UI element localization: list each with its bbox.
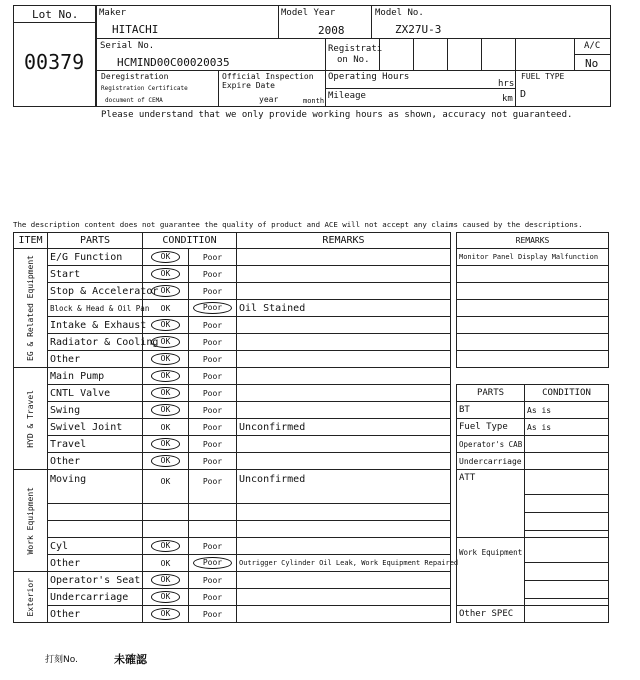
table-row bbox=[14, 334, 451, 351]
part-name: Operator's Seat bbox=[48, 572, 143, 589]
model-no-label: Model No. bbox=[375, 8, 424, 18]
operating-hours-label: Operating Hours bbox=[328, 72, 410, 82]
hrs-label: hrs bbox=[498, 79, 515, 89]
serial-value: HCMIND00C00020035 bbox=[117, 56, 230, 69]
part-name: Swing bbox=[48, 402, 143, 419]
condition-poor bbox=[189, 283, 237, 300]
ok-mark: OK bbox=[160, 477, 171, 486]
condition-poor bbox=[189, 249, 237, 266]
ok-circled: OK bbox=[151, 353, 181, 365]
ok-circled: OK bbox=[151, 438, 181, 450]
part-name: Undercarriage bbox=[48, 589, 143, 606]
group-label bbox=[14, 572, 48, 623]
remark bbox=[237, 606, 451, 623]
remark: Outrigger Cylinder Oil Leak, Work Equipment Repaired bbox=[237, 555, 451, 572]
km-label: km bbox=[502, 94, 513, 104]
condition-ok bbox=[143, 521, 189, 538]
part-name: Other bbox=[48, 351, 143, 368]
remark bbox=[237, 385, 451, 402]
lot-number: 00379 bbox=[24, 50, 85, 74]
parts-att-condition bbox=[525, 470, 609, 538]
table-row bbox=[14, 317, 451, 334]
ok-circled: OK bbox=[151, 404, 181, 416]
remark bbox=[237, 283, 451, 300]
remark: Unconfirmed bbox=[237, 470, 451, 504]
remark: Oil Stained bbox=[237, 300, 451, 317]
side-remarks-header: REMARKS bbox=[457, 233, 609, 249]
condition-poor bbox=[189, 606, 237, 623]
ok-circled: OK bbox=[151, 319, 181, 331]
table-row bbox=[14, 521, 451, 538]
poor-mark: Poor bbox=[202, 575, 223, 585]
mileage-label: Mileage bbox=[328, 91, 366, 101]
column-condition-header: CONDITION bbox=[143, 233, 237, 249]
maker-value: HITACHI bbox=[112, 23, 159, 36]
fuel-type-value: D bbox=[520, 89, 527, 100]
poor-mark: Poor bbox=[202, 337, 223, 347]
ok-circled: OK bbox=[151, 574, 181, 586]
parts-work-equipment: Work Equipment bbox=[457, 538, 525, 606]
poor-mark: Poor bbox=[202, 320, 223, 330]
condition-poor bbox=[189, 538, 237, 555]
parts-undercarriage-condition bbox=[525, 453, 609, 470]
table-row bbox=[14, 436, 451, 453]
remark bbox=[237, 317, 451, 334]
condition-ok bbox=[143, 385, 189, 402]
group-name: EG & Related Equipment bbox=[26, 255, 35, 361]
condition-poor bbox=[189, 436, 237, 453]
stamp-number-value: 未確認 bbox=[114, 653, 147, 666]
condition-ok bbox=[143, 249, 189, 266]
poor-circled: Poor bbox=[193, 302, 232, 314]
side-remarks-row bbox=[457, 283, 609, 300]
poor-mark: Poor bbox=[202, 609, 223, 619]
table-row bbox=[14, 300, 451, 317]
group-label bbox=[14, 249, 48, 368]
table-row bbox=[14, 249, 451, 266]
condition-ok bbox=[143, 572, 189, 589]
part-name: CNTL Valve bbox=[48, 385, 143, 402]
remark bbox=[237, 436, 451, 453]
condition-ok bbox=[143, 504, 189, 521]
parts-operator-cab-condition bbox=[525, 436, 609, 453]
parts-bt: BT bbox=[457, 402, 525, 419]
model-year-label: Model Year bbox=[281, 8, 336, 18]
condition-ok bbox=[143, 606, 189, 623]
poor-mark: Poor bbox=[202, 286, 223, 296]
condition-ok bbox=[143, 589, 189, 606]
parts-condition-table bbox=[456, 384, 609, 623]
remark bbox=[237, 368, 451, 385]
condition-ok bbox=[143, 453, 189, 470]
condition-poor bbox=[189, 266, 237, 283]
part-name: Main Pump bbox=[48, 368, 143, 385]
condition-ok bbox=[143, 470, 189, 504]
stamp-number-label: 打刻No. bbox=[45, 655, 78, 665]
cema-document-label: document of CEMA bbox=[105, 97, 163, 104]
table-row bbox=[14, 453, 451, 470]
part-name: Radiator & Cooling bbox=[48, 334, 143, 351]
parts-bt-condition: As is bbox=[525, 402, 609, 419]
registration-label-1: Registrati bbox=[328, 44, 383, 54]
table-row bbox=[14, 606, 451, 623]
condition-ok bbox=[143, 538, 189, 555]
condition-poor bbox=[189, 453, 237, 470]
side-remarks-row bbox=[457, 266, 609, 283]
remark bbox=[237, 572, 451, 589]
deregistration-label: Deregistration bbox=[101, 72, 169, 81]
poor-mark: Poor bbox=[202, 422, 223, 432]
remark bbox=[237, 504, 451, 521]
ok-mark: OK bbox=[160, 422, 171, 432]
condition-poor bbox=[189, 300, 237, 317]
ok-circled: OK bbox=[151, 268, 181, 280]
parts-att: ATT bbox=[457, 470, 525, 538]
group-name: Work Equipment bbox=[26, 486, 35, 555]
parts-operator-cab: Operator's CAB bbox=[457, 436, 525, 453]
condition-ok bbox=[143, 317, 189, 334]
poor-mark: Poor bbox=[202, 252, 223, 262]
ok-circled: OK bbox=[151, 591, 181, 603]
side-remarks-table bbox=[456, 232, 609, 368]
inspection-label-1: Official Inspection bbox=[222, 72, 314, 81]
poor-mark: Poor bbox=[202, 388, 223, 398]
part-name: Start bbox=[48, 266, 143, 283]
remark bbox=[237, 266, 451, 283]
ok-circled: OK bbox=[151, 251, 181, 263]
side-remarks-row bbox=[457, 317, 609, 334]
lot-label: Lot No. bbox=[32, 8, 79, 21]
part-name: Block & Head & Oil Pan bbox=[48, 300, 143, 317]
part-name: Other bbox=[48, 555, 143, 572]
condition-ok bbox=[143, 555, 189, 572]
ok-circled: OK bbox=[151, 336, 181, 348]
disclaimer: The description content does not guarantee the quality of product and ACE will not accept any claims caused by the descriptions. bbox=[13, 220, 583, 229]
group-name: Exterior bbox=[26, 577, 35, 617]
inspection-table bbox=[13, 232, 459, 623]
condition-poor bbox=[189, 368, 237, 385]
remark bbox=[237, 351, 451, 368]
column-item-header: ITEM bbox=[14, 233, 48, 249]
serial-label: Serial No. bbox=[100, 41, 155, 51]
model-year-value: 2008 bbox=[318, 24, 345, 37]
part-name: Travel bbox=[48, 436, 143, 453]
remark bbox=[237, 521, 451, 538]
remark bbox=[237, 334, 451, 351]
table-row bbox=[14, 589, 451, 606]
condition-ok bbox=[143, 419, 189, 436]
part-name: Swivel Joint bbox=[48, 419, 143, 436]
condition-poor bbox=[189, 521, 237, 538]
table-row bbox=[14, 368, 451, 385]
table-row bbox=[14, 470, 451, 504]
condition-poor bbox=[189, 385, 237, 402]
table-row bbox=[14, 555, 451, 572]
poor-mark: Poor bbox=[202, 592, 223, 602]
model-no-value: ZX27U-3 bbox=[395, 23, 442, 36]
poor-mark: Poor bbox=[202, 354, 223, 364]
part-name: Moving bbox=[48, 470, 143, 504]
inspection-label-2: Expire Date bbox=[222, 81, 275, 90]
poor-mark: Poor bbox=[202, 477, 223, 486]
poor-mark: Poor bbox=[202, 405, 223, 415]
condition-ok bbox=[143, 351, 189, 368]
part-name: Other bbox=[48, 606, 143, 623]
parts-other-spec-condition bbox=[525, 606, 609, 623]
group-name: HYD & Travel bbox=[26, 389, 35, 448]
side-remarks-text: Monitor Panel Display Malfunction bbox=[457, 249, 609, 266]
parts-undercarriage: Undercarriage bbox=[457, 453, 525, 470]
condition-poor bbox=[189, 470, 237, 504]
ok-mark: OK bbox=[160, 558, 171, 568]
side-remarks-row bbox=[457, 300, 609, 317]
table-row bbox=[14, 385, 451, 402]
column-remarks-header: REMARKS bbox=[237, 233, 451, 249]
ac-label: A/C bbox=[584, 41, 601, 51]
ok-circled: OK bbox=[151, 608, 181, 620]
condition-poor bbox=[189, 572, 237, 589]
parts-fuel-type: Fuel Type bbox=[457, 419, 525, 436]
remark: Unconfirmed bbox=[237, 419, 451, 436]
condition-ok bbox=[143, 300, 189, 317]
poor-mark: Poor bbox=[202, 439, 223, 449]
table-row bbox=[14, 572, 451, 589]
hours-notice: Please understand that we only provide working hours as shown, accuracy not guaranteed. bbox=[101, 110, 573, 120]
ok-circled: OK bbox=[151, 370, 181, 382]
fuel-type-label: FUEL TYPE bbox=[521, 72, 565, 81]
ok-circled: OK bbox=[151, 387, 181, 399]
condition-poor bbox=[189, 334, 237, 351]
parts-work-equipment-condition bbox=[525, 538, 609, 606]
parts-other-spec: Other SPEC bbox=[457, 606, 525, 623]
registration-label-2: on No. bbox=[337, 55, 370, 65]
part-name bbox=[48, 521, 143, 538]
ok-circled: OK bbox=[151, 285, 181, 297]
condition-ok bbox=[143, 266, 189, 283]
parts-fuel-type-condition: As is bbox=[525, 419, 609, 436]
condition-ok bbox=[143, 402, 189, 419]
column-parts-header: PARTS bbox=[48, 233, 143, 249]
condition-poor bbox=[189, 419, 237, 436]
year-label: year bbox=[259, 95, 279, 104]
part-name: Other bbox=[48, 453, 143, 470]
part-name bbox=[48, 504, 143, 521]
poor-circled: Poor bbox=[193, 557, 232, 569]
part-name: Intake & Exhaust bbox=[48, 317, 143, 334]
condition-header: CONDITION bbox=[525, 385, 609, 402]
condition-poor bbox=[189, 504, 237, 521]
table-row bbox=[14, 283, 451, 300]
maker-label: Maker bbox=[99, 8, 127, 18]
part-name: Cyl bbox=[48, 538, 143, 555]
condition-ok bbox=[143, 368, 189, 385]
part-name: E/G Function bbox=[48, 249, 143, 266]
side-remarks-row bbox=[457, 351, 609, 368]
group-label bbox=[14, 368, 48, 470]
table-row bbox=[14, 351, 451, 368]
condition-ok bbox=[143, 436, 189, 453]
remark bbox=[237, 402, 451, 419]
remark bbox=[237, 538, 451, 555]
table-row bbox=[14, 402, 451, 419]
ok-circled: OK bbox=[151, 455, 181, 467]
remark bbox=[237, 249, 451, 266]
condition-poor bbox=[189, 351, 237, 368]
poor-mark: Poor bbox=[202, 269, 223, 279]
condition-poor bbox=[189, 589, 237, 606]
part-name: Stop & Accelerator bbox=[48, 283, 143, 300]
month-label: month bbox=[303, 97, 325, 105]
registration-certificate-label: Registration Certificate bbox=[101, 85, 188, 92]
condition-poor bbox=[189, 555, 237, 572]
table-row bbox=[14, 504, 451, 521]
poor-mark: Poor bbox=[202, 456, 223, 466]
table-row bbox=[14, 419, 451, 436]
ok-mark: OK bbox=[160, 303, 171, 313]
condition-poor bbox=[189, 317, 237, 334]
table-row bbox=[14, 266, 451, 283]
ac-value: No bbox=[585, 57, 599, 70]
poor-mark: Poor bbox=[202, 371, 223, 381]
poor-mark: Poor bbox=[202, 541, 223, 551]
condition-poor bbox=[189, 402, 237, 419]
group-label bbox=[14, 470, 48, 572]
remark bbox=[237, 453, 451, 470]
side-remarks-row bbox=[457, 334, 609, 351]
remark bbox=[237, 589, 451, 606]
ok-circled: OK bbox=[151, 540, 181, 552]
table-row bbox=[14, 538, 451, 555]
parts-header: PARTS bbox=[457, 385, 525, 402]
